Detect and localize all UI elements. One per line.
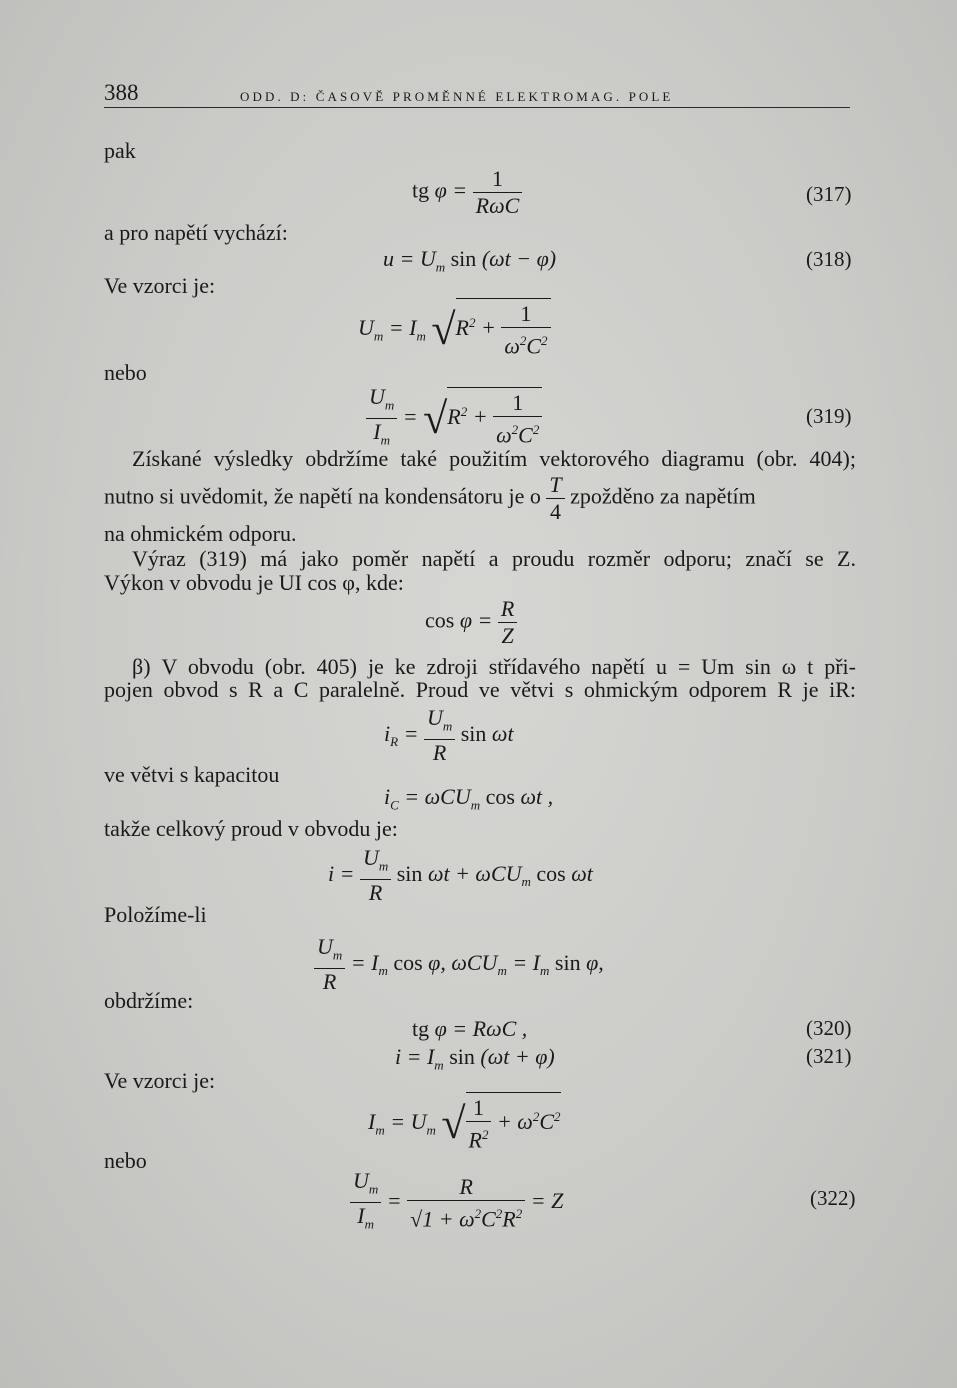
paragraph-1-line-2-start: nutno si uvědomit, že napětí na kondensátoru je o: [104, 483, 541, 509]
label-nebo-2: nebo: [104, 1148, 147, 1173]
page-number: 388: [104, 80, 139, 105]
label-polozime: Položíme-li: [104, 902, 207, 927]
paragraph-1-line-1: Získané výsledky obdržíme také použitím vektorového diagramu (obr. 404);: [132, 446, 856, 471]
equation-322: $\frac{U_m}{I_m}$ = $\frac{R}{√1 + \omega^2C^2R^2}$ = Z: [350, 1168, 563, 1238]
paragraph-2-line-1: Výraz (319) má jako poměr napětí a proudu rozměr odporu; značí se Z.: [132, 546, 856, 571]
label-napeti: a pro napětí vychází:: [104, 220, 288, 245]
equation-319: $\frac{U_m}{I_m}$ = $√R^2$ + $\frac{1}{\omega^2C^2}$: [366, 384, 542, 454]
paragraph-3-line-2: pojen obvod s R a C paralelně. Proud ve větvi s ohmickým odporem R je iR:: [104, 677, 856, 702]
equation-320: tg φ = RωC ,: [412, 1016, 528, 1041]
equation-321: $i = I_m$ sin (ωt + φ): [395, 1044, 555, 1073]
fraction-denominator: 4: [546, 498, 564, 525]
paragraph-1-line-3: na ohmickém odporu.: [104, 521, 297, 546]
equation-ic: $i_C = \omega CU_m$ cos ωt ,: [384, 784, 554, 813]
equation-number-317: (317): [806, 182, 852, 206]
label-pak: pak: [104, 138, 136, 163]
running-title: ODD. D: ČASOVĚ PROMĚNNÉ ELEKTROMAG. POLE: [240, 89, 674, 104]
equation-317: tg φ = $\frac{1}{\text{RωC}}$: [412, 166, 522, 219]
paragraph-1-line-2-end: zpožděno za napětím: [570, 483, 756, 509]
fraction-numerator: T: [549, 472, 562, 497]
equation-number-320: (320): [806, 1016, 852, 1040]
equation-number-322: (322): [810, 1186, 856, 1210]
paragraph-1-line-2: [104, 472, 856, 525]
label-obdrzime: obdržíme:: [104, 988, 194, 1013]
equation-ir: $i_R$ = $\frac{U_m}{R}$ sin ωt: [384, 705, 514, 766]
label-nebo-1: nebo: [104, 360, 147, 385]
paragraph-3-line-1: β) V obvodu (obr. 405) je ke zdroji střídavého napětí u = Um sin ω t při-: [132, 654, 856, 679]
label-kapacitou: ve větvi s kapacitou: [104, 762, 280, 787]
equation-number-318: (318): [806, 247, 852, 271]
label-vzorci-1: Ve vzorci je:: [104, 273, 216, 298]
equation-substitution: $\frac{U_m}{R}$ = $I_m$ cos φ, $\omega CU_m = I_m$ sin φ,: [314, 934, 604, 995]
label-celkovy: takže celkový proud v obvodu je:: [104, 816, 398, 841]
paragraph-2-line-2: Výkon v obvodu je UI cos φ, kde:: [104, 570, 404, 595]
equation-number-321: (321): [806, 1044, 852, 1068]
label-vzorci-2: Ve vzorci je:: [104, 1068, 216, 1093]
equation-number-319: (319): [806, 404, 852, 428]
equation-i-total: i = $\frac{U_m}{R}$ sin ωt + ωCU$_m$ cos ωt: [328, 845, 593, 906]
equation-318: $u = U_m$ sin (ωt − φ): [383, 246, 557, 275]
equation-im: $I_m = U_m$ √ $\frac{1}{R^2}$ + $\omega^2C^2$: [368, 1092, 561, 1153]
equation-cos-phi: cos φ = $\frac{R}{Z}$: [425, 596, 517, 649]
header-rule: [104, 107, 850, 108]
fraction-t-over-4: [546, 472, 564, 525]
equation-um: $U_m = I_m$ $√R^2$ + $\frac{1}{\omega^2C^2}$: [358, 298, 551, 359]
